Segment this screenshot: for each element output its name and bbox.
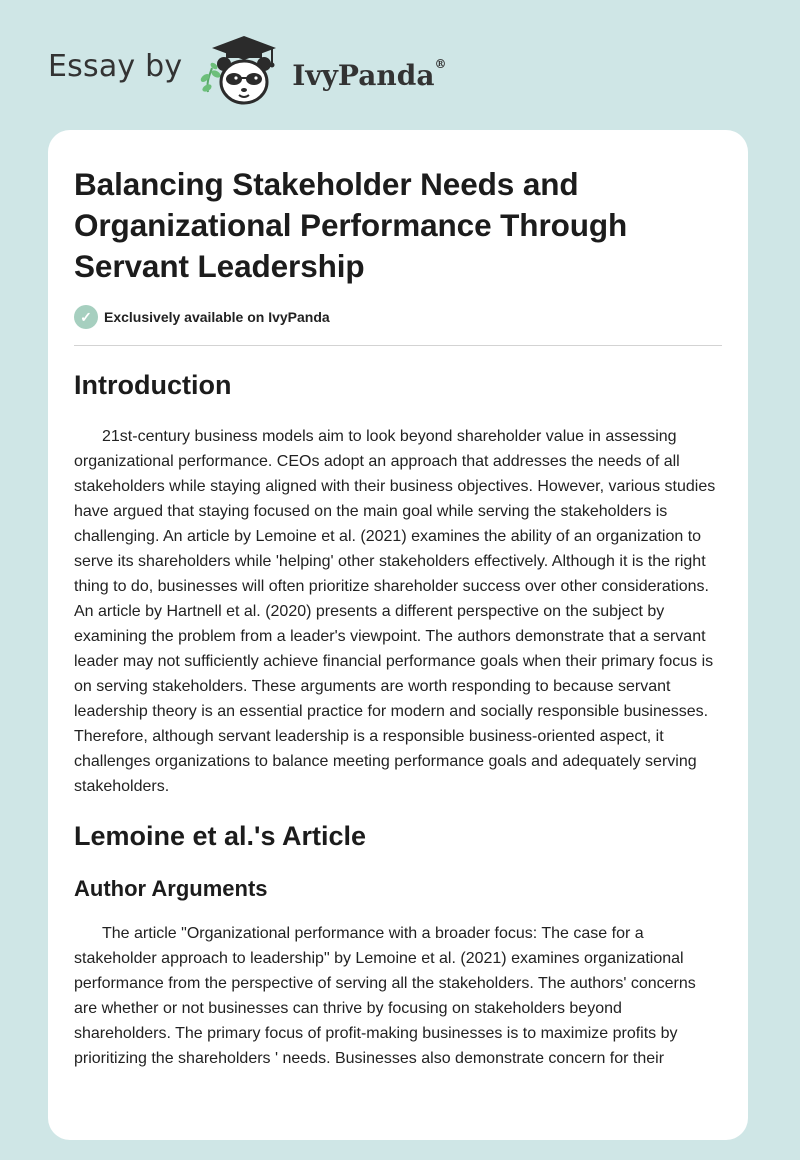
site-header	[48, 30, 446, 110]
essay-by-label: Essay by	[48, 48, 183, 84]
panda-logo[interactable]	[196, 30, 286, 110]
subheading-author-arguments: Author Arguments	[74, 876, 268, 901]
introduction-paragraph: 21st-century business models aim to look beyond shareholder value in assessing organizational performance. CEOs adopt an approach that addresses the needs of all stakeholders while staying aligned with their business objectives. However, various studies have argued that staying focused on the main goal while serving the stakeholders is challenging. An article by Lemoine et al. (2021) examines the ability of an organization to serve its shareholders while 'helping' other stakeholders effectively. Although it is the right thing to do, businesses will often prioritize shareholder success over other considerations. An article by Hartnell et al. (2020) presents a different perspective on the subject by examining the problem from a leader's viewpoint. The authors demonstrate that a servant leader may not sufficiently achieve financial performance goals when their primary focus is on serving stakeholders. These arguments are worth responding to because servant leadership theory is an essential practice for modern and socially responsible businesses. Therefore, although servant leadership is a responsible business-oriented aspect, it challenges organizations to balance meeting performance goals and adequately serving stakeholders.	[74, 428, 716, 795]
author-arguments-paragraph: The article "Organizational performance with a broader focus: The case for a stakeholder approach to leadership" by Lemoine et al. (2021) examines organizational performance from the perspective of serving all the stakeholders. The authors' concerns are whether or not businesses can thrive by focusing on stakeholders beyond shareholders. The primary focus of profit-making businesses is to maximize profits by prioritizing the shareholders ' needs. Businesses also demonstrate concern for their	[74, 925, 696, 1067]
check-icon: ✓	[74, 305, 98, 329]
panda-graduate-icon	[196, 30, 286, 110]
brand-name[interactable]: IvyPanda®	[292, 56, 447, 92]
section-heading-introduction: Introduction	[74, 370, 232, 400]
registered-mark: ®	[434, 56, 447, 71]
section-heading-lemoine: Lemoine et al.'s Article	[74, 821, 367, 851]
exclusive-notice	[74, 305, 722, 346]
exclusive-text: Exclusively available on IvyPanda	[104, 309, 330, 325]
article-card	[48, 130, 748, 1140]
article-title: Balancing Stakeholder Needs and Organizational Performance Through Servant Leadership	[74, 166, 628, 284]
